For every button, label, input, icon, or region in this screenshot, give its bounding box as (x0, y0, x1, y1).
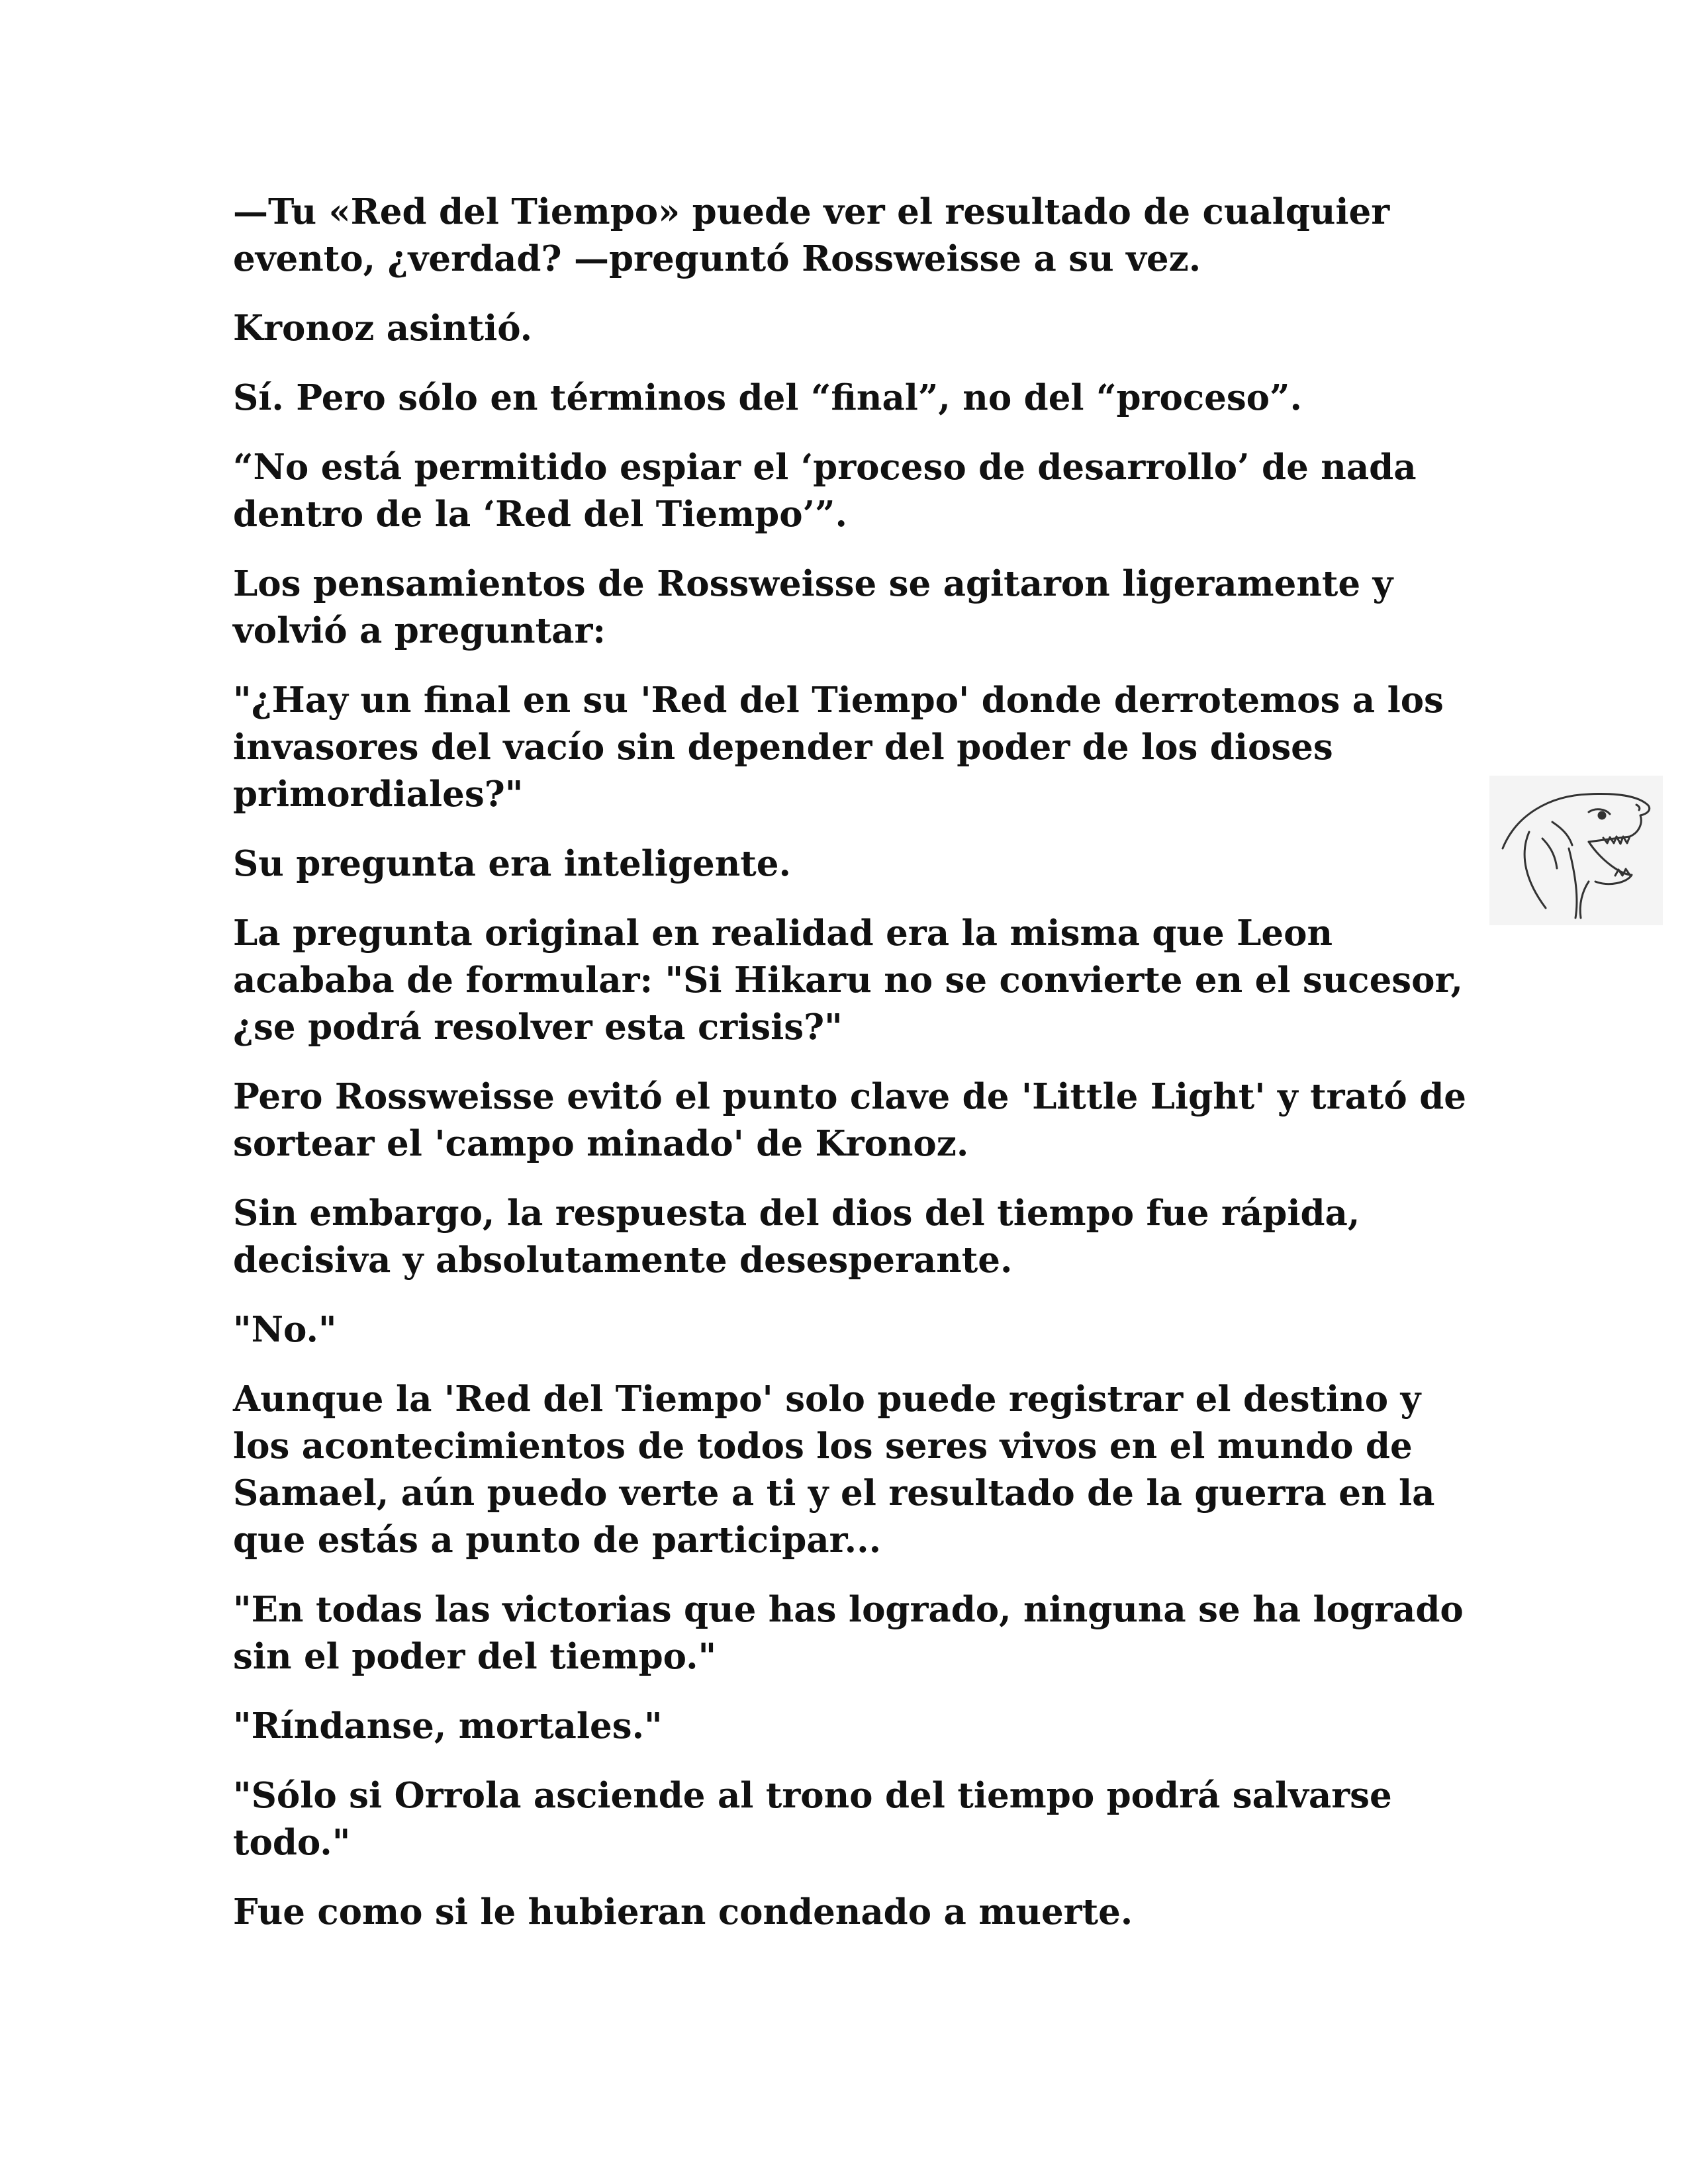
paragraph: Kronoz asintió. (233, 308, 533, 349)
paragraph: —Tu «Red del Tiempo» puede ver el resultado de cualquier evento, ¿verdad? —preguntó Rossweisse a su vez. (233, 191, 1390, 279)
dinosaur-head-icon (1489, 776, 1663, 925)
paragraph: “No está permitido espiar el ‘proceso de desarrollo’ de nada dentro de la ‘Red del Tiempo’”. (233, 447, 1417, 535)
paragraph: "En todas las victorias que has logrado, ninguna se ha logrado sin el poder del tiempo." (233, 1589, 1464, 1677)
paragraph: Sin embargo, la respuesta del dios del tiempo fue rápida, decisiva y absolutamente desesperante. (233, 1193, 1360, 1281)
paragraph: "Sólo si Orrola asciende al trono del tiempo podrá salvarse todo." (233, 1775, 1392, 1863)
text-column (233, 189, 1477, 1958)
paragraph: Los pensamientos de Rossweisse se agitaron ligeramente y volvió a preguntar: (233, 563, 1393, 651)
paragraph: Sí. Pero sólo en términos del “final”, no del “proceso”. (233, 377, 1302, 418)
paragraph: Fue como si le hubieran condenado a muerte. (233, 1891, 1133, 1933)
paragraph: "Ríndanse, mortales." (233, 1706, 663, 1747)
paragraph: "No." (233, 1309, 337, 1350)
paragraph: Aunque la 'Red del Tiempo' solo puede registrar el destino y los acontecimientos de todos los seres vivos en el mundo de Samael, aún puedo verte a ti y el resultado de la guerra en la que estás a punto de participar... (233, 1379, 1435, 1561)
paragraph: Pero Rossweisse evitó el punto clave de 'Little Light' y trató de sortear el 'campo minado' de Kronoz. (233, 1076, 1466, 1164)
paragraph: "¿Hay un final en su 'Red del Tiempo' donde derrotemos a los invasores del vacío sin depender del poder de los dioses primordiales?" (233, 680, 1444, 815)
paragraph: Su pregunta era inteligente. (233, 843, 791, 884)
paragraph: La pregunta original en realidad era la misma que Leon acababa de formular: "Si Hikaru no se convierte en el sucesor, ¿se podrá resolver esta crisis?" (233, 913, 1464, 1048)
